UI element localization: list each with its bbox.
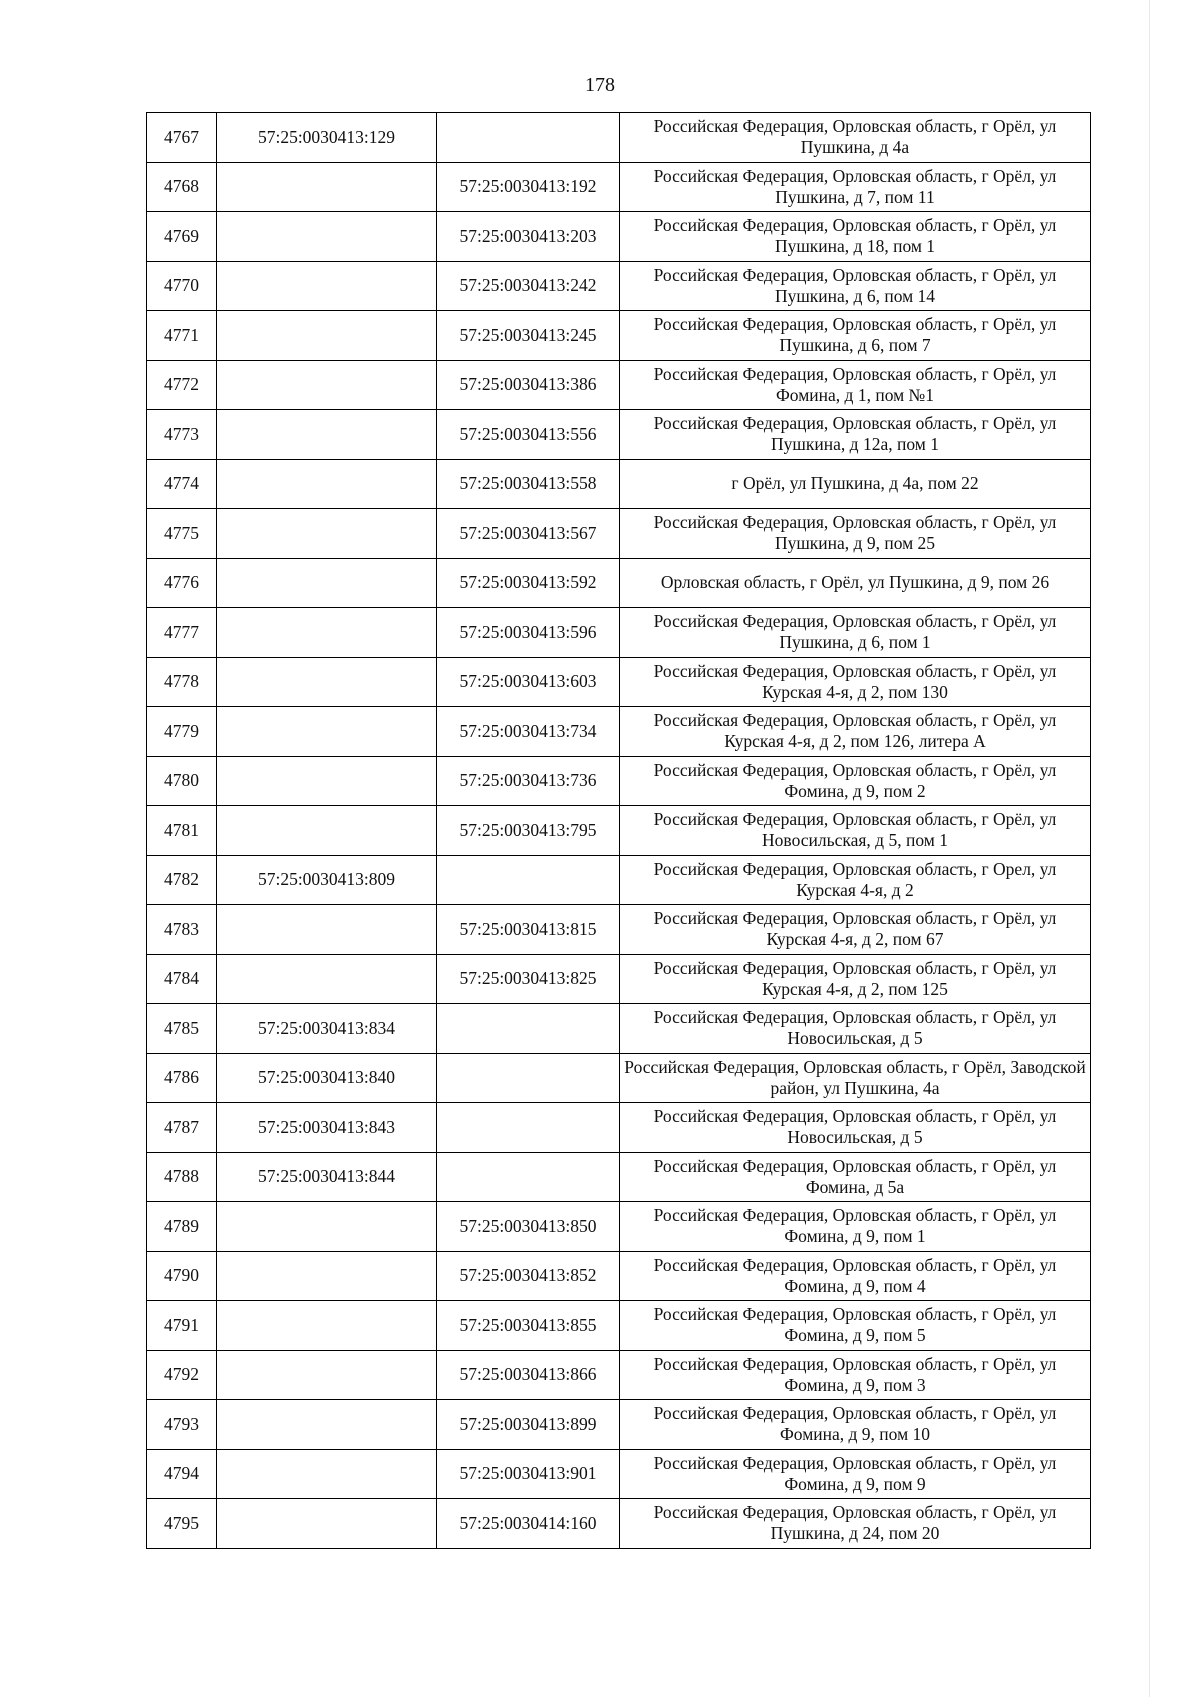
table-row [147, 212, 1091, 262]
table-row [147, 954, 1091, 1004]
object-cadastral-number-cell [437, 1152, 620, 1202]
parcel-cadastral-number-cell [217, 509, 437, 559]
address-cell: Российская Федерация, Орловская область, г Орёл, ул Фомина, д 9, пом 5 [620, 1301, 1091, 1351]
row-number-cell: 4791 [147, 1301, 217, 1351]
parcel-cadastral-number-cell [217, 608, 437, 658]
row-number-cell: 4785 [147, 1004, 217, 1054]
address-cell: Российская Федерация, Орловская область, г Орёл, ул Пушкина, д 24, пом 20 [620, 1499, 1091, 1549]
row-number-cell: 4784 [147, 954, 217, 1004]
row-number-cell: 4773 [147, 410, 217, 460]
object-cadastral-number-cell: 57:25:0030413:386 [437, 360, 620, 410]
table-row [147, 657, 1091, 707]
object-cadastral-number-cell [437, 855, 620, 905]
row-number-cell: 4775 [147, 509, 217, 559]
address-cell: Российская Федерация, Орловская область, г Орёл, ул Курская 4-я, д 2, пом 130 [620, 657, 1091, 707]
table-row [147, 360, 1091, 410]
table-body [147, 113, 1091, 1549]
table-row [147, 806, 1091, 856]
object-cadastral-number-cell: 57:25:0030413:245 [437, 311, 620, 361]
table-row [147, 1053, 1091, 1103]
row-number-cell: 4779 [147, 707, 217, 757]
row-number-cell: 4771 [147, 311, 217, 361]
row-number-cell: 4772 [147, 360, 217, 410]
row-number-cell: 4768 [147, 162, 217, 212]
object-cadastral-number-cell: 57:25:0030413:866 [437, 1350, 620, 1400]
table-row [147, 1251, 1091, 1301]
parcel-cadastral-number-cell [217, 1400, 437, 1450]
parcel-cadastral-number-cell: 57:25:0030413:809 [217, 855, 437, 905]
object-cadastral-number-cell [437, 1103, 620, 1153]
table-row [147, 608, 1091, 658]
object-cadastral-number-cell: 57:25:0030413:852 [437, 1251, 620, 1301]
parcel-cadastral-number-cell [217, 657, 437, 707]
table-row [147, 162, 1091, 212]
object-cadastral-number-cell: 57:25:0030413:242 [437, 261, 620, 311]
parcel-cadastral-number-cell: 57:25:0030413:840 [217, 1053, 437, 1103]
parcel-cadastral-number-cell [217, 311, 437, 361]
address-cell: Российская Федерация, Орловская область, г Орел, ул Курская 4-я, д 2 [620, 855, 1091, 905]
address-cell: Российская Федерация, Орловская область, г Орёл, ул Фомина, д 9, пом 4 [620, 1251, 1091, 1301]
parcel-cadastral-number-cell [217, 1202, 437, 1252]
table-row [147, 707, 1091, 757]
table-row [147, 113, 1091, 163]
row-number-cell: 4777 [147, 608, 217, 658]
object-cadastral-number-cell: 57:25:0030413:899 [437, 1400, 620, 1450]
table-row [147, 1400, 1091, 1450]
parcel-cadastral-number-cell: 57:25:0030413:844 [217, 1152, 437, 1202]
table-row [147, 1004, 1091, 1054]
table-row [147, 261, 1091, 311]
parcel-cadastral-number-cell: 57:25:0030413:129 [217, 113, 437, 163]
row-number-cell: 4795 [147, 1499, 217, 1549]
table-row [147, 558, 1091, 608]
table-row [147, 1301, 1091, 1351]
table-row [147, 1152, 1091, 1202]
table-row [147, 311, 1091, 361]
table-row [147, 509, 1091, 559]
row-number-cell: 4787 [147, 1103, 217, 1153]
address-cell: Российская Федерация, Орловская область, г Орёл, ул Пушкина, д 7, пом 11 [620, 162, 1091, 212]
parcel-cadastral-number-cell [217, 212, 437, 262]
parcel-cadastral-number-cell [217, 1301, 437, 1351]
scan-edge-line [1149, 0, 1150, 1697]
parcel-cadastral-number-cell [217, 1251, 437, 1301]
parcel-cadastral-number-cell [217, 1499, 437, 1549]
row-number-cell: 4794 [147, 1449, 217, 1499]
table-row [147, 1202, 1091, 1252]
row-number-cell: 4789 [147, 1202, 217, 1252]
table-row [147, 905, 1091, 955]
object-cadastral-number-cell: 57:25:0030413:603 [437, 657, 620, 707]
address-cell: Российская Федерация, Орловская область, г Орёл, ул Курская 4-я, д 2, пом 126, литера А [620, 707, 1091, 757]
object-cadastral-number-cell: 57:25:0030413:850 [437, 1202, 620, 1252]
parcel-cadastral-number-cell [217, 1350, 437, 1400]
table-row [147, 1103, 1091, 1153]
address-cell: Российская Федерация, Орловская область, г Орёл, ул Новосильская, д 5 [620, 1004, 1091, 1054]
parcel-cadastral-number-cell [217, 558, 437, 608]
object-cadastral-number-cell: 57:25:0030413:203 [437, 212, 620, 262]
parcel-cadastral-number-cell [217, 1449, 437, 1499]
parcel-cadastral-number-cell [217, 756, 437, 806]
address-cell: Российская Федерация, Орловская область, г Орёл, ул Фомина, д 9, пом 10 [620, 1400, 1091, 1450]
address-cell: Орловская область, г Орёл, ул Пушкина, д 9, пом 26 [620, 558, 1091, 608]
object-cadastral-number-cell: 57:25:0030414:160 [437, 1499, 620, 1549]
object-cadastral-number-cell: 57:25:0030413:558 [437, 459, 620, 509]
parcel-cadastral-number-cell: 57:25:0030413:843 [217, 1103, 437, 1153]
row-number-cell: 4770 [147, 261, 217, 311]
table-row [147, 459, 1091, 509]
object-cadastral-number-cell [437, 1053, 620, 1103]
address-cell: Российская Федерация, Орловская область, г Орёл, ул Пушкина, д 4а [620, 113, 1091, 163]
address-cell: Российская Федерация, Орловская область, г Орёл, ул Курская 4-я, д 2, пом 67 [620, 905, 1091, 955]
address-cell: Российская Федерация, Орловская область, г Орёл, ул Фомина, д 5а [620, 1152, 1091, 1202]
object-cadastral-number-cell: 57:25:0030413:901 [437, 1449, 620, 1499]
parcel-cadastral-number-cell [217, 954, 437, 1004]
object-cadastral-number-cell: 57:25:0030413:596 [437, 608, 620, 658]
object-cadastral-number-cell: 57:25:0030413:556 [437, 410, 620, 460]
parcel-cadastral-number-cell [217, 410, 437, 460]
address-cell: Российская Федерация, Орловская область, г Орёл, ул Фомина, д 9, пом 2 [620, 756, 1091, 806]
table-row [147, 1449, 1091, 1499]
row-number-cell: 4781 [147, 806, 217, 856]
address-cell: Российская Федерация, Орловская область, г Орёл, Заводской район, ул Пушкина, 4а [620, 1053, 1091, 1103]
address-cell: Российская Федерация, Орловская область, г Орёл, ул Новосильская, д 5 [620, 1103, 1091, 1153]
table-row [147, 756, 1091, 806]
parcel-cadastral-number-cell [217, 360, 437, 410]
object-cadastral-number-cell: 57:25:0030413:855 [437, 1301, 620, 1351]
table-row [147, 1350, 1091, 1400]
table-row [147, 1499, 1091, 1549]
object-cadastral-number-cell: 57:25:0030413:736 [437, 756, 620, 806]
address-cell: Российская Федерация, Орловская область, г Орёл, ул Пушкина, д 18, пом 1 [620, 212, 1091, 262]
row-number-cell: 4783 [147, 905, 217, 955]
row-number-cell: 4767 [147, 113, 217, 163]
address-cell: Российская Федерация, Орловская область, г Орёл, ул Фомина, д 9, пом 9 [620, 1449, 1091, 1499]
object-cadastral-number-cell: 57:25:0030413:592 [437, 558, 620, 608]
object-cadastral-number-cell: 57:25:0030413:825 [437, 954, 620, 1004]
row-number-cell: 4776 [147, 558, 217, 608]
parcel-cadastral-number-cell [217, 806, 437, 856]
parcel-cadastral-number-cell [217, 707, 437, 757]
object-cadastral-number-cell: 57:25:0030413:795 [437, 806, 620, 856]
address-cell: Российская Федерация, Орловская область, г Орёл, ул Пушкина, д 12а, пом 1 [620, 410, 1091, 460]
parcel-cadastral-number-cell [217, 459, 437, 509]
address-cell: Российская Федерация, Орловская область, г Орёл, ул Пушкина, д 9, пом 25 [620, 509, 1091, 559]
row-number-cell: 4790 [147, 1251, 217, 1301]
address-cell: Российская Федерация, Орловская область, г Орёл, ул Фомина, д 1, пом №1 [620, 360, 1091, 410]
address-cell: Российская Федерация, Орловская область, г Орёл, ул Фомина, д 9, пом 1 [620, 1202, 1091, 1252]
table-row [147, 855, 1091, 905]
page-number: 178 [585, 74, 615, 96]
address-cell: Российская Федерация, Орловская область, г Орёл, ул Пушкина, д 6, пом 7 [620, 311, 1091, 361]
address-cell: Российская Федерация, Орловская область, г Орёл, ул Курская 4-я, д 2, пом 125 [620, 954, 1091, 1004]
address-cell: Российская Федерация, Орловская область, г Орёл, ул Новосильская, д 5, пом 1 [620, 806, 1091, 856]
row-number-cell: 4774 [147, 459, 217, 509]
object-cadastral-number-cell [437, 113, 620, 163]
row-number-cell: 4792 [147, 1350, 217, 1400]
table-row [147, 410, 1091, 460]
row-number-cell: 4778 [147, 657, 217, 707]
row-number-cell: 4780 [147, 756, 217, 806]
object-cadastral-number-cell: 57:25:0030413:567 [437, 509, 620, 559]
address-cell: Российская Федерация, Орловская область, г Орёл, ул Пушкина, д 6, пом 1 [620, 608, 1091, 658]
parcel-cadastral-number-cell [217, 261, 437, 311]
object-cadastral-number-cell: 57:25:0030413:734 [437, 707, 620, 757]
row-number-cell: 4769 [147, 212, 217, 262]
object-cadastral-number-cell: 57:25:0030413:192 [437, 162, 620, 212]
parcel-cadastral-number-cell [217, 162, 437, 212]
object-cadastral-number-cell: 57:25:0030413:815 [437, 905, 620, 955]
address-cell: Российская Федерация, Орловская область, г Орёл, ул Пушкина, д 6, пом 14 [620, 261, 1091, 311]
address-cell: г Орёл, ул Пушкина, д 4а, пом 22 [620, 459, 1091, 509]
parcel-cadastral-number-cell [217, 905, 437, 955]
property-registry-table [146, 112, 1091, 1549]
row-number-cell: 4782 [147, 855, 217, 905]
object-cadastral-number-cell [437, 1004, 620, 1054]
address-cell: Российская Федерация, Орловская область, г Орёл, ул Фомина, д 9, пом 3 [620, 1350, 1091, 1400]
row-number-cell: 4793 [147, 1400, 217, 1450]
row-number-cell: 4786 [147, 1053, 217, 1103]
row-number-cell: 4788 [147, 1152, 217, 1202]
parcel-cadastral-number-cell: 57:25:0030413:834 [217, 1004, 437, 1054]
